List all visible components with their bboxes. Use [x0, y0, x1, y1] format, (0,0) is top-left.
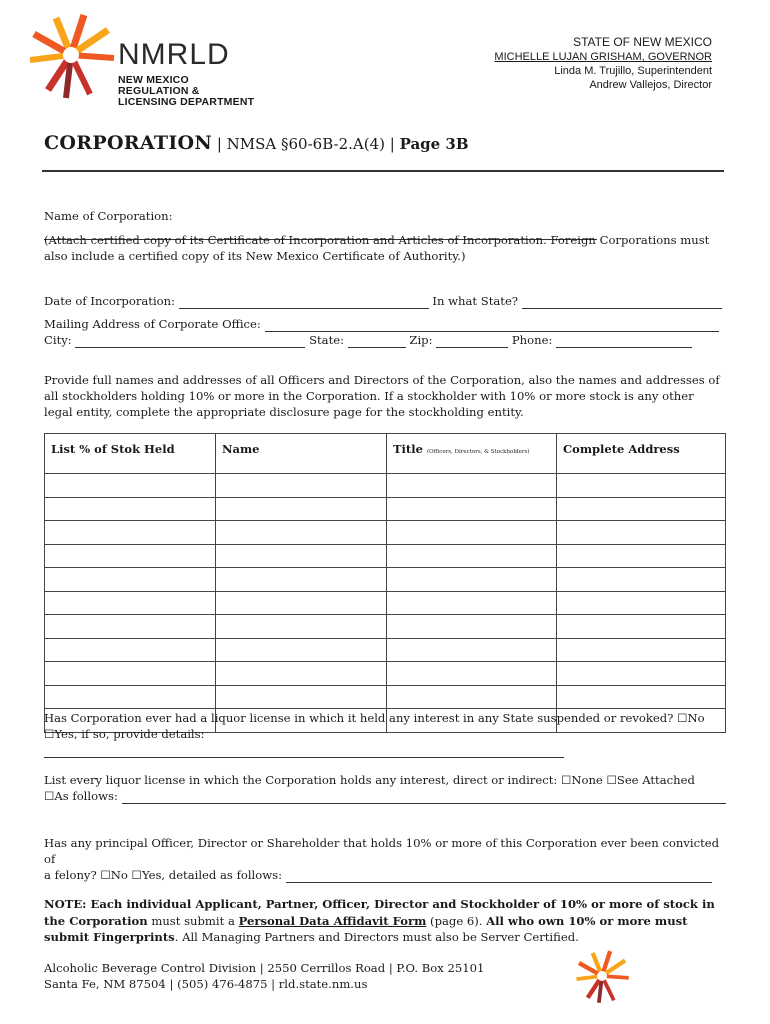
table-cell[interactable]: [216, 497, 387, 521]
question-felony-text: Has any principal Officer, Director or Shareholder that holds 10% or more of this Corporation ever been convicted of: [44, 836, 720, 866]
state-name: STATE OF NEW MEXICO: [573, 35, 712, 49]
note-text-2: (page 6).: [426, 913, 487, 928]
table-cell[interactable]: [387, 591, 557, 615]
officers-table-body: [45, 474, 726, 733]
licenses-details-field[interactable]: [122, 791, 726, 804]
question-felony-options[interactable]: a felony? ☐No ☐Yes, detailed as follows:: [44, 868, 283, 882]
table-cell[interactable]: [387, 638, 557, 662]
title-divider: [42, 170, 724, 172]
table-cell[interactable]: [216, 591, 387, 615]
page-title: [44, 132, 469, 154]
logo-sub-line: REGULATION &: [118, 85, 200, 97]
table-row: [45, 474, 726, 498]
state-question-label: In what State?: [432, 294, 519, 308]
table-cell[interactable]: [557, 568, 726, 592]
table-row: [45, 591, 726, 615]
suspended-details-field[interactable]: [44, 745, 564, 758]
question-felony: [44, 835, 728, 883]
title-header-sub: (Officers, Directors, & Stockholders): [426, 449, 530, 455]
footer-line-2: Santa Fe, NM 87504 | (505) 476-4875 | rld.state.nm.us: [44, 977, 368, 991]
table-cell[interactable]: [557, 497, 726, 521]
question-suspended-yes-row: [44, 726, 728, 758]
question-licenses-follows[interactable]: ☐As follows:: [44, 789, 118, 803]
zip-label: Zip:: [409, 333, 433, 347]
table-cell[interactable]: [216, 521, 387, 545]
footer-line-1: Alcoholic Beverage Control Division | 2550 Cerrillos Road | P.O. Box 25101: [44, 961, 485, 975]
table-cell[interactable]: [45, 591, 216, 615]
corporation-name-label: Name of Corporation:: [44, 209, 173, 223]
state-header: [494, 35, 712, 92]
table-row: [45, 497, 726, 521]
mailing-address-field[interactable]: [265, 319, 719, 332]
col-header-name: Name: [216, 434, 387, 474]
table-header-row: [45, 434, 726, 474]
note-block: [44, 896, 724, 946]
table-row: [45, 662, 726, 686]
title-main: CORPORATION: [44, 132, 213, 154]
table-cell[interactable]: [557, 591, 726, 615]
question-licenses: [44, 772, 728, 804]
note-text-1: must submit a: [147, 913, 239, 928]
incorporation-state-field[interactable]: [522, 296, 722, 309]
title-statute: NMSA §60-6B-2.A(4): [226, 135, 385, 153]
question-licenses-text: List every liquor license in which the Corporation holds any interest, direct or indirect: ☐None ☐See Attached: [44, 773, 695, 787]
mailing-label: Mailing Address of Corporate Office:: [44, 317, 261, 331]
date-label: Date of Incorporation:: [44, 294, 176, 308]
officers-table: [44, 433, 726, 733]
table-cell[interactable]: [387, 685, 557, 709]
title-sep: |: [212, 135, 227, 153]
table-cell[interactable]: [557, 521, 726, 545]
city-field[interactable]: [75, 335, 305, 348]
table-cell[interactable]: [45, 662, 216, 686]
table-row: [45, 685, 726, 709]
city-label: City:: [44, 333, 72, 347]
table-cell[interactable]: [45, 568, 216, 592]
note-affidavit-link: Personal Data Affidavit Form: [238, 913, 427, 928]
question-suspended: [44, 710, 728, 758]
zip-field[interactable]: [436, 335, 508, 348]
logo-subtitle: [118, 75, 254, 108]
question-suspended-yes[interactable]: ☐Yes, if so, provide details:: [44, 727, 205, 741]
logo-sub-line: NEW MEXICO: [118, 74, 189, 86]
table-cell[interactable]: [216, 615, 387, 639]
col-header-address: Complete Address: [557, 434, 726, 474]
table-cell[interactable]: [45, 638, 216, 662]
col-header-title: [387, 434, 557, 474]
table-cell[interactable]: [557, 544, 726, 568]
table-cell[interactable]: [216, 685, 387, 709]
table-cell[interactable]: [557, 474, 726, 498]
table-cell[interactable]: [387, 615, 557, 639]
superintendent-name: Linda M. Trujillo, Superintendent: [554, 65, 712, 77]
phone-field[interactable]: [556, 335, 692, 348]
table-cell[interactable]: [387, 521, 557, 545]
logo-wordmark: NMRLD: [118, 38, 230, 71]
table-cell[interactable]: [557, 662, 726, 686]
footer-address: [44, 960, 564, 992]
attach-note: (Attach certified copy of its Certificate of Incorporation and Articles of Incorporation. Foreign Corporations must also include a certified copy of its New Mexico Certificate of Authority.): [44, 233, 710, 263]
table-cell[interactable]: [557, 685, 726, 709]
felony-details-field[interactable]: [286, 870, 712, 883]
table-cell[interactable]: [216, 662, 387, 686]
table-cell[interactable]: [216, 638, 387, 662]
note-bold-2: All who own 10% or more must submit Fingerprints: [44, 913, 688, 944]
footer-logo-icon: [574, 948, 630, 1004]
table-cell[interactable]: [216, 544, 387, 568]
table-cell[interactable]: [45, 544, 216, 568]
state-field[interactable]: [348, 335, 406, 348]
table-cell[interactable]: [387, 497, 557, 521]
mailing-row: [44, 316, 726, 332]
city-row: [44, 332, 726, 348]
director-name: Andrew Vallejos, Director: [589, 79, 712, 91]
title-sep: |: [384, 135, 400, 153]
table-cell[interactable]: [45, 474, 216, 498]
table-cell[interactable]: [387, 662, 557, 686]
table-cell[interactable]: [557, 615, 726, 639]
col-header-percent: List % of Stok Held: [45, 434, 216, 474]
question-suspended-text: Has Corporation ever had a liquor license in which it held any interest in any State suspended or revoked? ☐No: [44, 711, 705, 725]
table-cell[interactable]: [216, 474, 387, 498]
title-page: Page 3B: [399, 135, 469, 153]
table-cell[interactable]: [387, 474, 557, 498]
table-cell[interactable]: [387, 568, 557, 592]
table-row: [45, 544, 726, 568]
logo-sub-line: LICENSING DEPARTMENT: [118, 96, 255, 108]
table-row: [45, 638, 726, 662]
date-field[interactable]: [179, 296, 429, 309]
title-header-label: Title: [393, 442, 423, 456]
table-cell[interactable]: [45, 615, 216, 639]
question-felony-row: [44, 867, 728, 883]
incorporation-row: [44, 293, 726, 309]
table-cell[interactable]: [45, 521, 216, 545]
table-cell[interactable]: [557, 638, 726, 662]
phone-label: Phone:: [511, 333, 553, 347]
table-row: [45, 521, 726, 545]
table-row: [45, 615, 726, 639]
question-licenses-follows-row: [44, 788, 728, 804]
note-bold-1: NOTE: Each individual Applicant, Partner, Officer, Director and Stockholder of 10% or more of stock in the Corporation: [44, 897, 715, 928]
note-text-3: . All Managing Partners and Directors must also be Server Certified.: [174, 930, 579, 944]
governor-name: MICHELLE LUJAN GRISHAM, GOVERNOR: [494, 51, 712, 63]
table-cell[interactable]: [387, 544, 557, 568]
nmrld-logo-icon: [26, 10, 116, 100]
table-cell[interactable]: [216, 568, 387, 592]
state-label: State:: [309, 333, 345, 347]
provide-instructions: Provide full names and addresses of all Officers and Directors of the Corporation, also the names and addresses of all stockholders holding 10% or more in the Corporation. If a stockholder with 10% or more stock is any other legal entity, complete the appropriate disclosure page for the stockholding entity.: [44, 373, 720, 419]
table-row: [45, 568, 726, 592]
table-cell[interactable]: [45, 685, 216, 709]
table-cell[interactable]: [45, 497, 216, 521]
